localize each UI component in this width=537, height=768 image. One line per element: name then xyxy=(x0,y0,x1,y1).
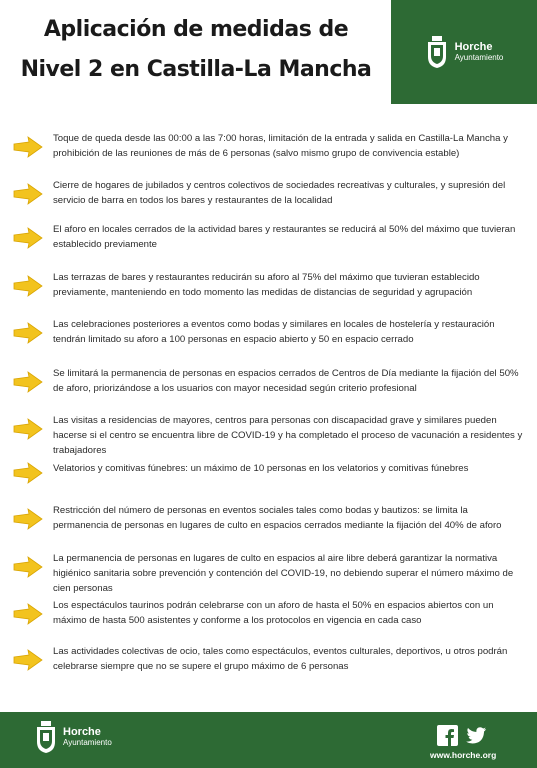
arrow-icon xyxy=(13,275,43,297)
footer xyxy=(0,712,537,768)
measure-item xyxy=(0,503,537,551)
footer-brand xyxy=(34,720,112,754)
measure-text: Cierre de hogares de jubilados y centros colectivos de sociedades recreativas y culturales, y supresión del servicio de barra en todos los bares y restaurantes de la localidad xyxy=(53,180,506,206)
measure-item xyxy=(0,178,537,226)
measure-item xyxy=(0,598,537,646)
arrow-icon xyxy=(13,227,43,249)
arrow-icon xyxy=(13,508,43,530)
measure-item xyxy=(0,413,537,461)
measure-text: Las celebraciones posteriores a eventos como bodas y similares en locales de hostelería y restauración tendrán limitado su aforo a 100 personas en espacio abierto y 50 en espacio cerrado xyxy=(53,319,495,345)
title-line-1: Aplicación de medidas de xyxy=(43,17,349,42)
measure-text: Toque de queda desde las 00:00 a las 7:00 horas, limitación de la entrada y salida en Castilla-La Mancha y prohibición de las reuniones de más de 6 personas (salvo mismo grupo de convivencia estable) xyxy=(53,133,508,159)
social-links xyxy=(437,725,487,746)
measure-item xyxy=(0,317,537,365)
measure-item xyxy=(0,551,537,599)
title-line-2: Nivel 2 en Castilla-La Mancha xyxy=(20,57,372,82)
measure-item xyxy=(0,222,537,270)
website-link[interactable]: www.horche.org xyxy=(430,750,497,760)
measure-text: Las terrazas de bares y restaurantes reducirán su aforo al 75% del máximo que tuvieran establecido previamente, manteniendo en todo momento las medidas de distancias de seguridad y agrupación xyxy=(53,272,480,298)
measure-item xyxy=(0,270,537,318)
arrow-icon xyxy=(13,462,43,484)
brand-subtitle: Ayuntamiento xyxy=(454,52,504,62)
measure-text: Velatorios y comitivas fúnebres: un máximo de 10 personas en los velatorios y comitivas fúnebres xyxy=(53,463,469,474)
page-title xyxy=(6,10,386,90)
footer-brand-subtitle: Ayuntamiento xyxy=(63,737,112,747)
brand-name: Horche xyxy=(454,41,493,54)
measure-item xyxy=(0,644,537,692)
arrow-icon xyxy=(13,649,43,671)
measure-item xyxy=(0,131,537,179)
arrow-icon xyxy=(13,136,43,158)
facebook-icon[interactable] xyxy=(437,725,458,746)
arrow-icon xyxy=(13,322,43,344)
measure-text: Las actividades colectivas de ocio, tales como espectáculos, eventos culturales, deportivos, u otros podrán celebrarse siempre que no se supere el grupo máximo de 6 personas xyxy=(53,646,508,672)
measure-item xyxy=(0,461,537,509)
measure-text: Restricción del número de personas en eventos sociales tales como bodas y bautizos: se limita la permanencia de personas en lugares de culto en espacios cerrados mediante la fijación del 40% de aforo xyxy=(53,505,502,531)
twitter-icon[interactable] xyxy=(466,725,487,746)
measure-item xyxy=(0,366,537,414)
arrow-icon xyxy=(13,556,43,578)
measure-text: El aforo en locales cerrados de la actividad bares y restaurantes se reducirá al 50% del máximo que tuvieran establecido previamente xyxy=(53,224,516,250)
crest-icon xyxy=(34,720,58,754)
header-brand-panel xyxy=(391,0,537,104)
measure-text: La permanencia de personas en lugares de culto en espacios al aire libre deberá garantizar la normativa higiénico sanitaria sobre prevención y contención del COVID-19, no debiendo superar el número máximo de cien personas xyxy=(53,553,514,594)
arrow-icon xyxy=(13,371,43,393)
measure-text: Los espectáculos taurinos podrán celebrarse con un aforo de hasta el 50% en espacios abiertos con un máximo de hasta 500 asistentes y conforme a los protocolos en vigencia en cada caso xyxy=(53,600,494,626)
measure-text: Se limitará la permanencia de personas en espacios cerrados de Centros de Día mediante la fijación del 50% de aforo, priorizándose a los usuarios con mayor necesidad según criterio profesional xyxy=(53,368,519,394)
measure-text: Las visitas a residencias de mayores, centros para personas con discapacidad grave y similares pueden hacerse si el centro se encuentra libre de COVID-19 y ha completado el proceso de vacunación a residentes y trabajadores xyxy=(53,415,523,456)
arrow-icon xyxy=(13,183,43,205)
arrow-icon xyxy=(13,603,43,625)
footer-brand-name: Horche xyxy=(63,726,101,739)
crest-icon xyxy=(425,35,449,69)
arrow-icon xyxy=(13,418,43,440)
